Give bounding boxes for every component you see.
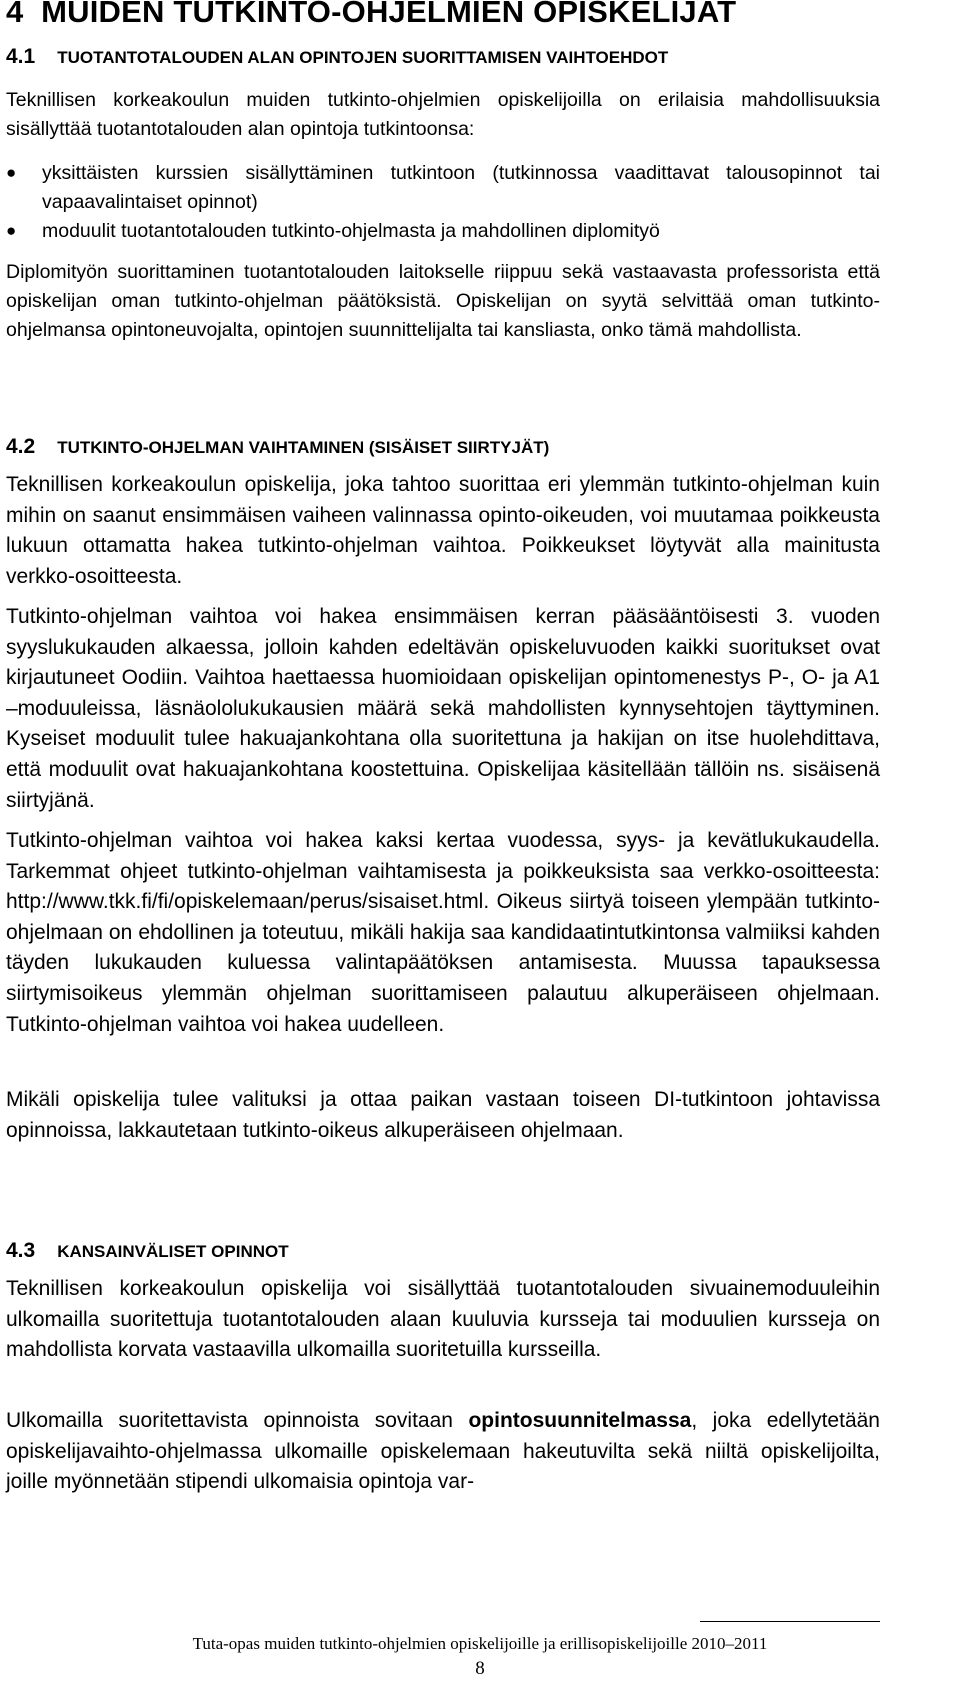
- section-4-3-paragraph-1: Teknillisen korkeakoulun opiskelija voi sisällyttää tuotantotalouden sivuainemoduuleihin ulkomailla suoritettuja tuotantotalouden alaan kuuluvia kursseja tai moduulien kursseja on mahdollista korvata vastaavilla ulkomailla suoritetuilla kursseilla.: [6, 1277, 880, 1362]
- section-4-1-title: TUOTANTOTALOUDEN ALAN OPINTOJEN SUORITTAMISEN VAIHTOEHDOT: [57, 48, 669, 67]
- section-4-1-intro: Teknillisen korkeakoulun muiden tutkinto-ohjelmien opiskelijoilla on erilaisia mahdollisuuksia sisällyttää tuotantotalouden alan opintoja tutkintoonsa:: [6, 89, 880, 140]
- section-4-2-title: TUTKINTO-OHJELMAN VAIHTAMINEN (SISÄISET SIIRTYJÄT): [57, 438, 550, 457]
- section-4-2-paragraph-4: Mikäli opiskelija tulee valituksi ja ottaa paikan vastaan toiseen DI-tutkintoon johtavissa opinnoissa, lakkautetaan tutkinto-oikeus alkuperäiseen ohjelmaan.: [6, 1088, 880, 1142]
- section-4-1-heading: [6, 44, 668, 70]
- footer-text: Tuta-opas muiden tutkinto-ohjelmien opiskelijoille ja erillisopiskelijoille 2010–2011: [192, 1634, 768, 1653]
- section-4-3-title: KANSAINVÄLISET OPINNOT: [57, 1242, 289, 1261]
- section-4-2-paragraph-2: Tutkinto-ohjelman vaihtoa voi hakea ensimmäisen kerran pääsääntöisesti 3. vuoden syyslukukauden alkaessa, jolloin kahden edeltävän opiskeluvuoden kaikki suoritukset ovat kirjautuneet Oodiin. Vaihtoa haettaessa huomioidaan opiskelijan opintomenestys P-, O- ja A1 –moduuleissa, läsnäololukukausien määrä sekä mahdollisten kynnysehtojen täyttyminen. Kyseiset moduulit tulee hakuajankohtana olla suoritettuna ja hakijan on itse huolehdittava, että moduulit ovat hakuajankohtana koostettuina. Opiskelijaa käsitellään tällöin ns. sisäisenä siirtyjänä.: [6, 605, 880, 812]
- section-4-2-paragraph-3: Tutkinto-ohjelman vaihtoa voi hakea kaksi kertaa vuodessa, syys- ja kevätlukukaudella. Tarkemmat ohjeet tutkinto-ohjelman vaihtamisesta ja poikkeuksista saa verkko-osoitteesta: http://www.tkk.fi/fi/opiskelemaan/perus/sisaiset.html. Oikeus siirtyä toiseen ylempään tutkinto-ohjelmaan on ehdollinen ja toteutuu, mikäli hakija saa kandidaatintutkintonsa valmiiksi kahden täyden lukukauden kuluessa valintapäätöksen antamisesta. Muussa tapauksessa siirtymisoikeus ylemmän ohjelman suorittamiseen palautuu alkuperäiseen ohjelmaan. Tutkinto-ohjelman vaihtoa voi hakea uudelleen.: [6, 829, 880, 1036]
- section-4-3-heading: [6, 1238, 289, 1264]
- section-4-3-paragraph-2: Ulkomailla suoritettavista opinnoista sovitaan opintosuunnitelmassa, joka edellytetään opiskelijavaihto-ohjelmassa ulkomaille opiskelemaan hakeutuvilta sekä niiltä opiskelijoilta, joille myönnetään stipendi ulkomaisia opintoja var-: [6, 1409, 880, 1494]
- page-number: 8: [475, 1658, 485, 1679]
- section-4-2-paragraph-1: Teknillisen korkeakoulun opiskelija, joka tahtoo suorittaa eri ylemmän tutkinto-ohjelman kuin mihin on saanut ensimmäisen vaiheen valinnassa opinto-oikeuden, voi muutamaa poikkeusta lukuun ottamatta hakea tutkinto-ohjelman vaihtoa. Poikkeukset löytyvät alla mainitusta verkko-osoitteesta.: [6, 473, 880, 588]
- chapter-number: 4: [6, 0, 24, 29]
- list-item: ● moduulit tuotantotalouden tutkinto-ohjelmasta ja mahdollinen diplomityö: [6, 217, 880, 246]
- chapter-heading: [6, 0, 736, 30]
- section-4-1-bullet-list: [6, 159, 880, 245]
- bullet-icon: ●: [6, 220, 17, 240]
- footer-rule: [700, 1621, 880, 1622]
- section-4-1-number: 4.1: [6, 45, 36, 68]
- section-4-2-number: 4.2: [6, 435, 36, 458]
- bullet-icon: ●: [6, 163, 17, 182]
- section-4-3-number: 4.3: [6, 1239, 36, 1262]
- emphasis-opintosuunnitelma: opintosuunnitelmassa: [468, 1409, 692, 1432]
- section-4-1-paragraph: Diplomityön suorittaminen tuotantotalouden laitokselle riippuu sekä vastaavasta professorista että opiskelijan oman tutkinto-ohjelman päätöksistä. Opiskelijan on syytä selvittää oman tutkinto-ohjelmansa opintoneuvojalta, opintojen suunnittelijalta tai kansliasta, onko tämä mahdollista.: [6, 261, 880, 341]
- chapter-title: MUIDEN TUTKINTO-OHJELMIEN OPISKELIJAT: [41, 0, 737, 29]
- section-4-2-heading: [6, 434, 549, 460]
- list-item: ● yksittäisten kurssien sisällyttäminen tutkintoon (tutkinnossa vaadittavat talousopinnot tai vapaavalintaiset opinnot): [6, 159, 880, 217]
